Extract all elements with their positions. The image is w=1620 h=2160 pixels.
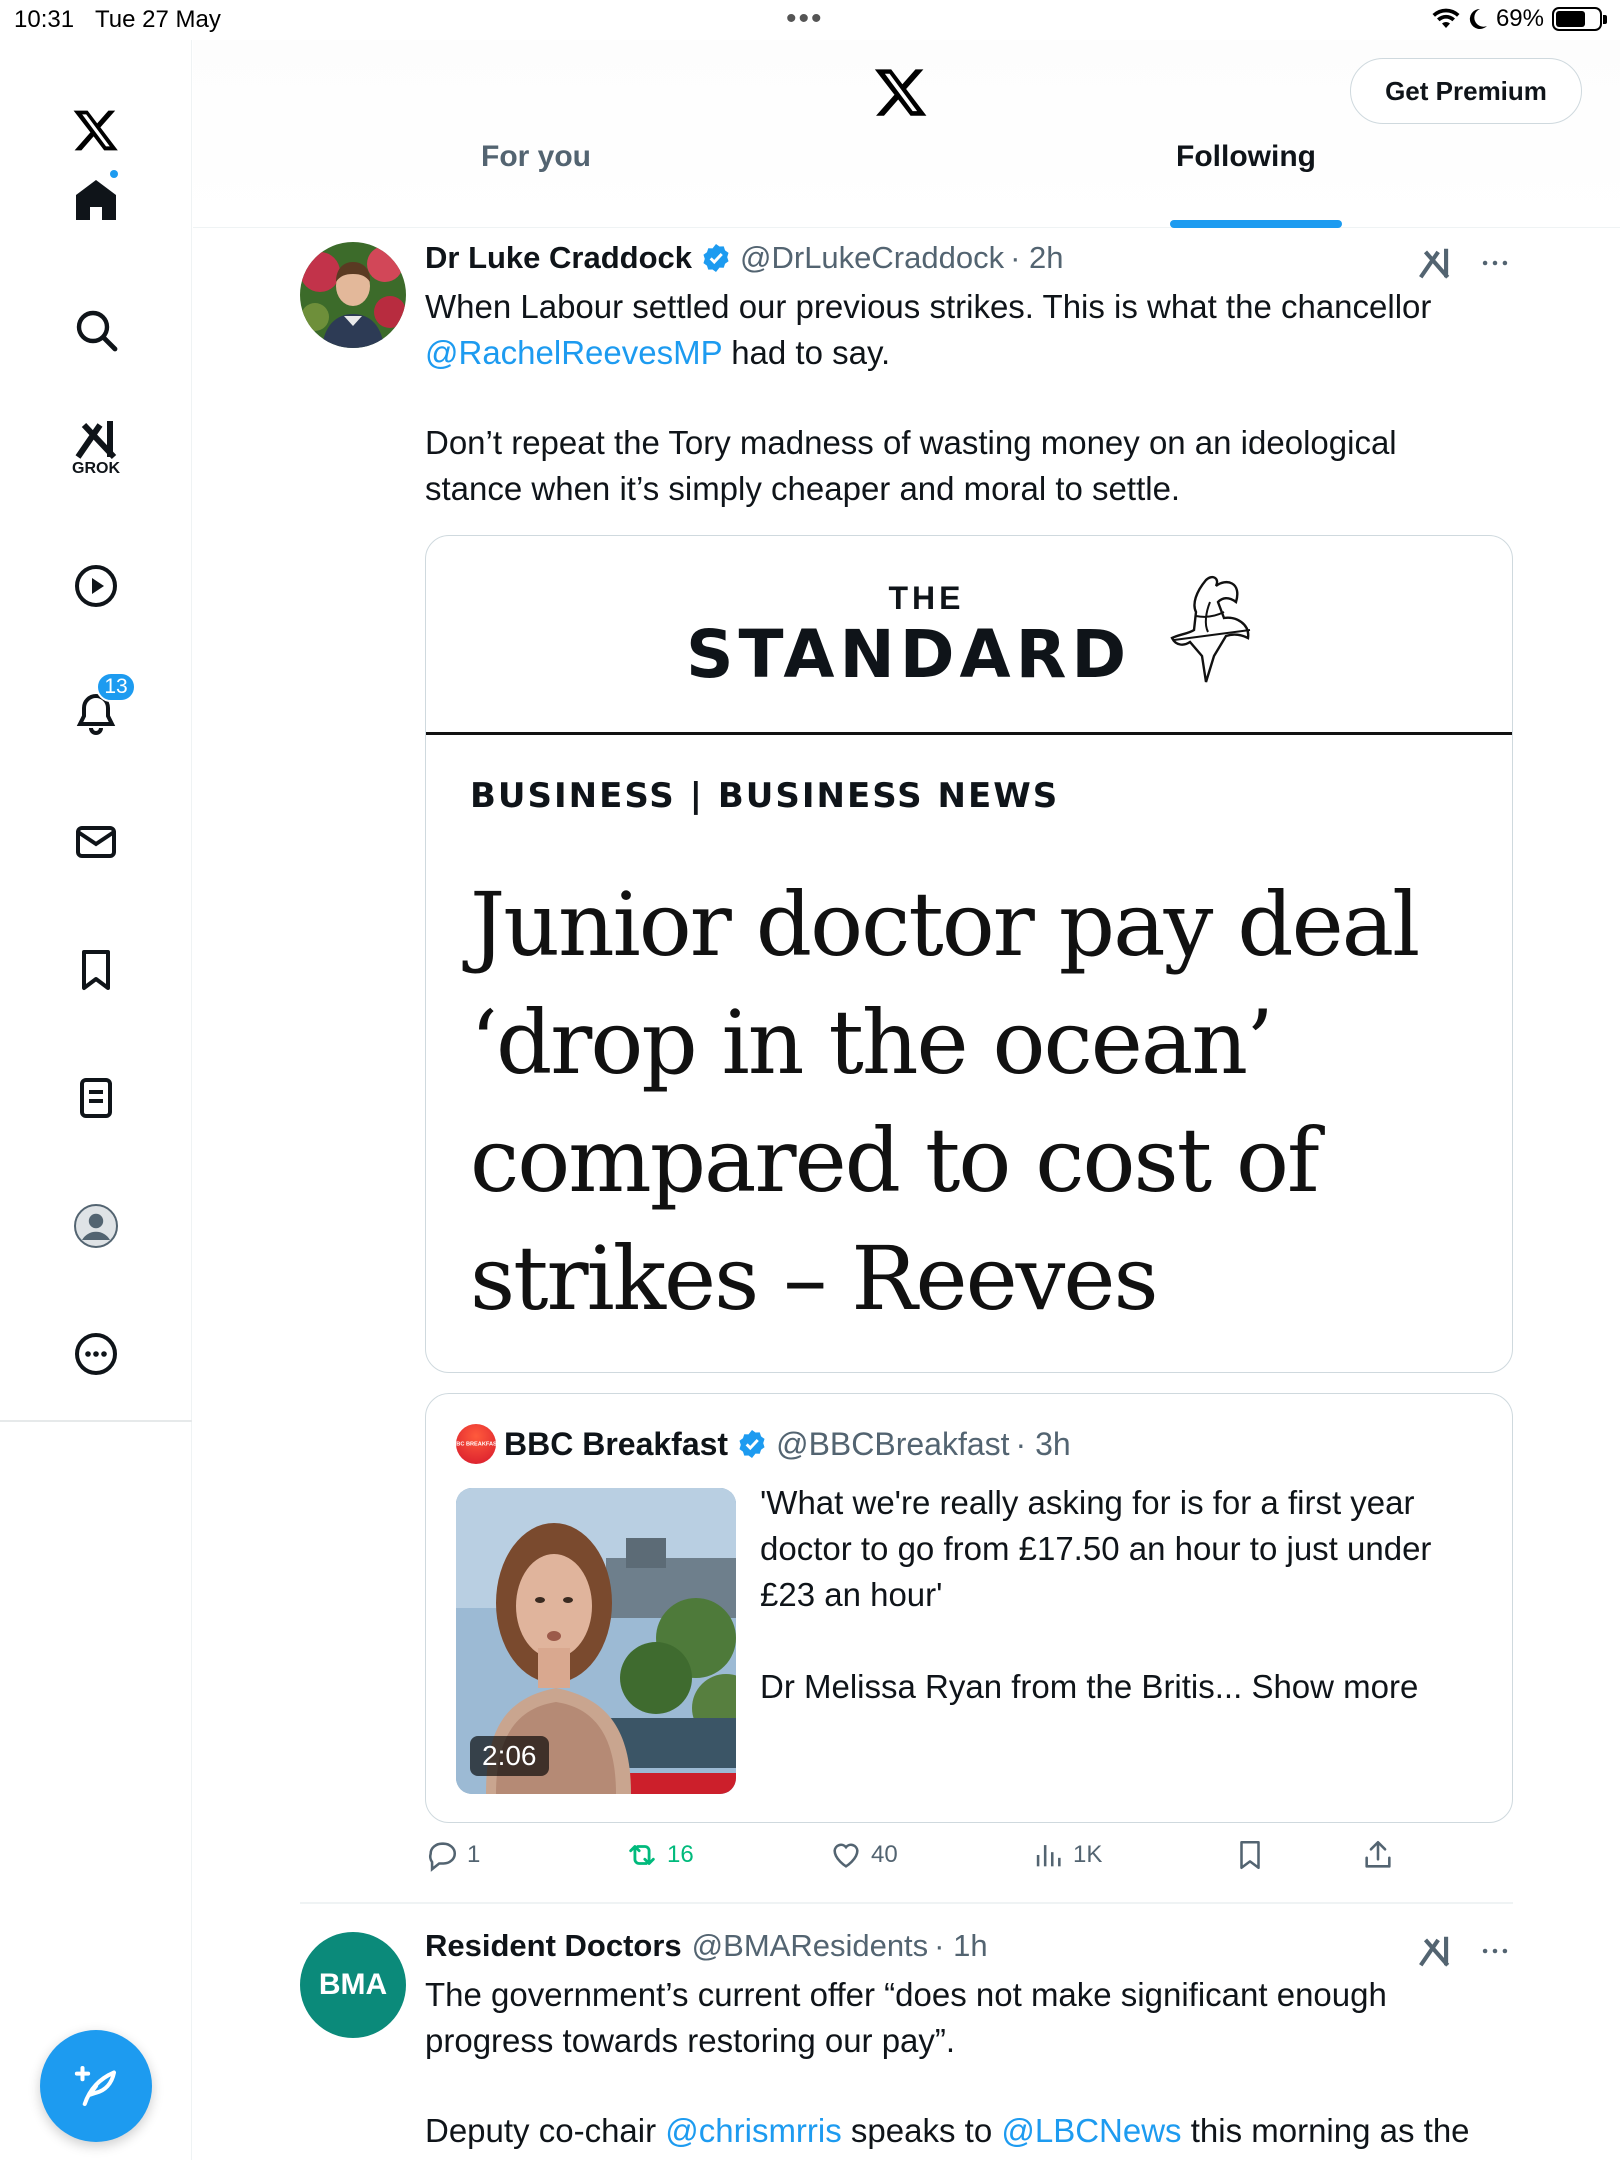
sidebar-item-notifications[interactable] — [56, 674, 136, 754]
sidebar-item-search[interactable] — [56, 290, 136, 370]
more-options-icon[interactable] — [1478, 246, 1512, 280]
author-name[interactable]: Resident Doctors — [425, 1928, 682, 1963]
bookmark-icon — [1233, 1838, 1267, 1872]
status-indicators — [1432, 5, 1602, 33]
wifi-icon — [1432, 8, 1460, 30]
share-icon — [1361, 1838, 1395, 1872]
sidebar-item-profile[interactable] — [56, 1186, 136, 1266]
quote-handle[interactable]: @BBCBreakfast — [776, 1425, 1010, 1462]
author-name[interactable]: Dr Luke Craddock — [425, 240, 693, 275]
masthead-small: THE — [888, 580, 965, 616]
post-text-part: Deputy co-chair — [425, 2112, 666, 2149]
post-separator — [300, 1902, 1513, 1904]
sidebar-item-video[interactable] — [56, 546, 136, 626]
quote-time[interactable]: · 3h — [1015, 1425, 1071, 1462]
get-premium-button[interactable]: Get Premium — [1350, 58, 1582, 124]
tab-for-you[interactable]: For you — [481, 140, 591, 173]
post-text-part: had to say. — [722, 334, 891, 371]
active-tab-indicator — [1170, 220, 1342, 228]
quote-author[interactable]: BBC Breakfast — [504, 1425, 729, 1462]
article-section: BUSINESS | BUSINESS NEWS — [470, 776, 1060, 816]
reply-button[interactable] — [425, 1838, 480, 1872]
sidebar-item-more[interactable] — [56, 1314, 136, 1394]
sidebar-item-messages[interactable] — [56, 802, 136, 882]
verified-badge-icon — [700, 242, 732, 274]
moon-icon — [1468, 8, 1488, 30]
reply-icon — [425, 1838, 459, 1872]
avatar[interactable] — [300, 242, 406, 348]
battery-percent: 69% — [1495, 5, 1544, 32]
masthead-rule — [426, 732, 1512, 735]
repost-icon — [625, 1838, 659, 1872]
post[interactable] — [300, 1928, 1520, 2160]
sidebar-item-grok[interactable] — [56, 410, 136, 490]
post-actions — [425, 1838, 1425, 1888]
avatar-text: BMA — [318, 1968, 388, 2001]
views-button[interactable] — [1031, 1838, 1102, 1872]
status-date: Tue 27 May — [95, 6, 221, 33]
video-icon — [72, 562, 120, 610]
post-text-paragraph — [425, 2108, 1485, 2154]
views-icon — [1031, 1838, 1065, 1872]
battery-icon — [1552, 7, 1602, 31]
quote-avatar-text: BBC BREAKFAST — [452, 1440, 500, 1447]
search-icon — [72, 306, 120, 354]
post-text: The government’s current offer “does not make significant enough progress towards restoring our pay”. — [425, 1976, 1387, 2059]
sidebar-nav — [0, 40, 192, 2160]
quote-post[interactable] — [425, 1393, 1513, 1823]
unread-dot — [110, 170, 118, 178]
link-card[interactable] — [425, 535, 1513, 1373]
article-headline: Junior doctor pay deal ‘drop in the ocean’ compared to cost of strikes – Reeves — [470, 873, 1419, 1330]
bookmark-button[interactable] — [1233, 1838, 1267, 1872]
view-count: 1K — [1073, 1841, 1103, 1868]
notification-badge: 13 — [96, 672, 136, 702]
reply-count: 1 — [467, 1841, 481, 1868]
post-text-part: When Labour settled our previous strikes. This is what the chancellor — [425, 288, 1432, 325]
masthead: STANDARD — [686, 616, 1132, 693]
post-time[interactable]: · 1h — [934, 1928, 988, 1963]
post-text — [425, 284, 1485, 376]
grok-icon[interactable] — [1416, 1932, 1454, 1970]
quote-text-paragraph-2[interactable]: Dr Melissa Ryan from the Britis... Show more — [760, 1668, 1419, 1705]
post-header — [425, 240, 1064, 276]
mention-link[interactable]: @LBCNews — [1001, 2112, 1182, 2149]
like-count: 40 — [871, 1841, 898, 1868]
post-tools — [1416, 1932, 1512, 1970]
heart-icon — [829, 1838, 863, 1872]
grok-icon[interactable] — [1416, 244, 1454, 282]
status-time: 10:31 — [14, 6, 75, 33]
quote-text — [760, 1480, 1480, 1710]
sidebar-item-bookmarks[interactable] — [56, 930, 136, 1010]
sidebar-item-lists[interactable] — [56, 1058, 136, 1138]
compose-icon — [69, 2059, 123, 2113]
repost-button[interactable] — [625, 1838, 694, 1872]
grok-icon — [72, 417, 120, 465]
quote-header — [452, 1424, 1071, 1464]
status-bar — [0, 0, 1620, 40]
post-tools — [1416, 244, 1512, 282]
repost-count: 16 — [667, 1841, 694, 1868]
author-handle[interactable]: @DrLukeCraddock — [740, 240, 1005, 275]
sidebar-item-home[interactable] — [56, 160, 136, 240]
mention-link[interactable]: @chrismrris — [665, 2112, 842, 2149]
quote-text-paragraph: 'What we're really asking for is for a first year doctor to go from £17.50 an hour to just under £23 an hour' — [760, 1484, 1432, 1613]
compose-button[interactable] — [40, 2030, 152, 2142]
tab-following[interactable]: Following — [1176, 140, 1316, 173]
video-thumbnail[interactable] — [456, 1488, 736, 1794]
timeline-header — [193, 40, 1620, 228]
mention-link[interactable]: @RachelReevesMP — [425, 334, 723, 371]
verified-badge-icon — [736, 1428, 768, 1460]
mail-icon — [72, 818, 120, 866]
sidebar-divider — [0, 1420, 192, 1422]
x-logo-icon[interactable] — [56, 90, 136, 170]
more-icon — [72, 1330, 120, 1378]
bookmark-icon — [72, 946, 120, 994]
post-text-paragraph: Don’t repeat the Tory madness of wasting money on an ideological stance when it’s simply cheaper and moral to settle. — [425, 424, 1397, 507]
post-header — [425, 1928, 988, 1964]
lists-icon — [72, 1074, 120, 1122]
quote-avatar[interactable] — [452, 1424, 500, 1464]
home-icon — [72, 176, 120, 224]
share-button[interactable] — [1361, 1838, 1395, 1872]
like-button[interactable] — [829, 1838, 898, 1872]
post-text-part: speaks to — [841, 2112, 1002, 2149]
profile-icon — [72, 1202, 120, 1250]
x-logo-icon[interactable] — [873, 64, 929, 120]
eros-statue-icon — [1166, 572, 1256, 692]
video-duration: 2:06 — [470, 1736, 549, 1776]
post-time[interactable]: · 2h — [1010, 240, 1064, 275]
more-options-icon[interactable] — [1478, 1934, 1512, 1968]
author-handle[interactable]: @BMAResidents — [691, 1928, 929, 1963]
multitasking-dots-icon[interactable]: ••• — [786, 2, 824, 35]
grok-label: GROK — [72, 460, 120, 477]
post-text-part: this morning as the — [1181, 2112, 1470, 2149]
